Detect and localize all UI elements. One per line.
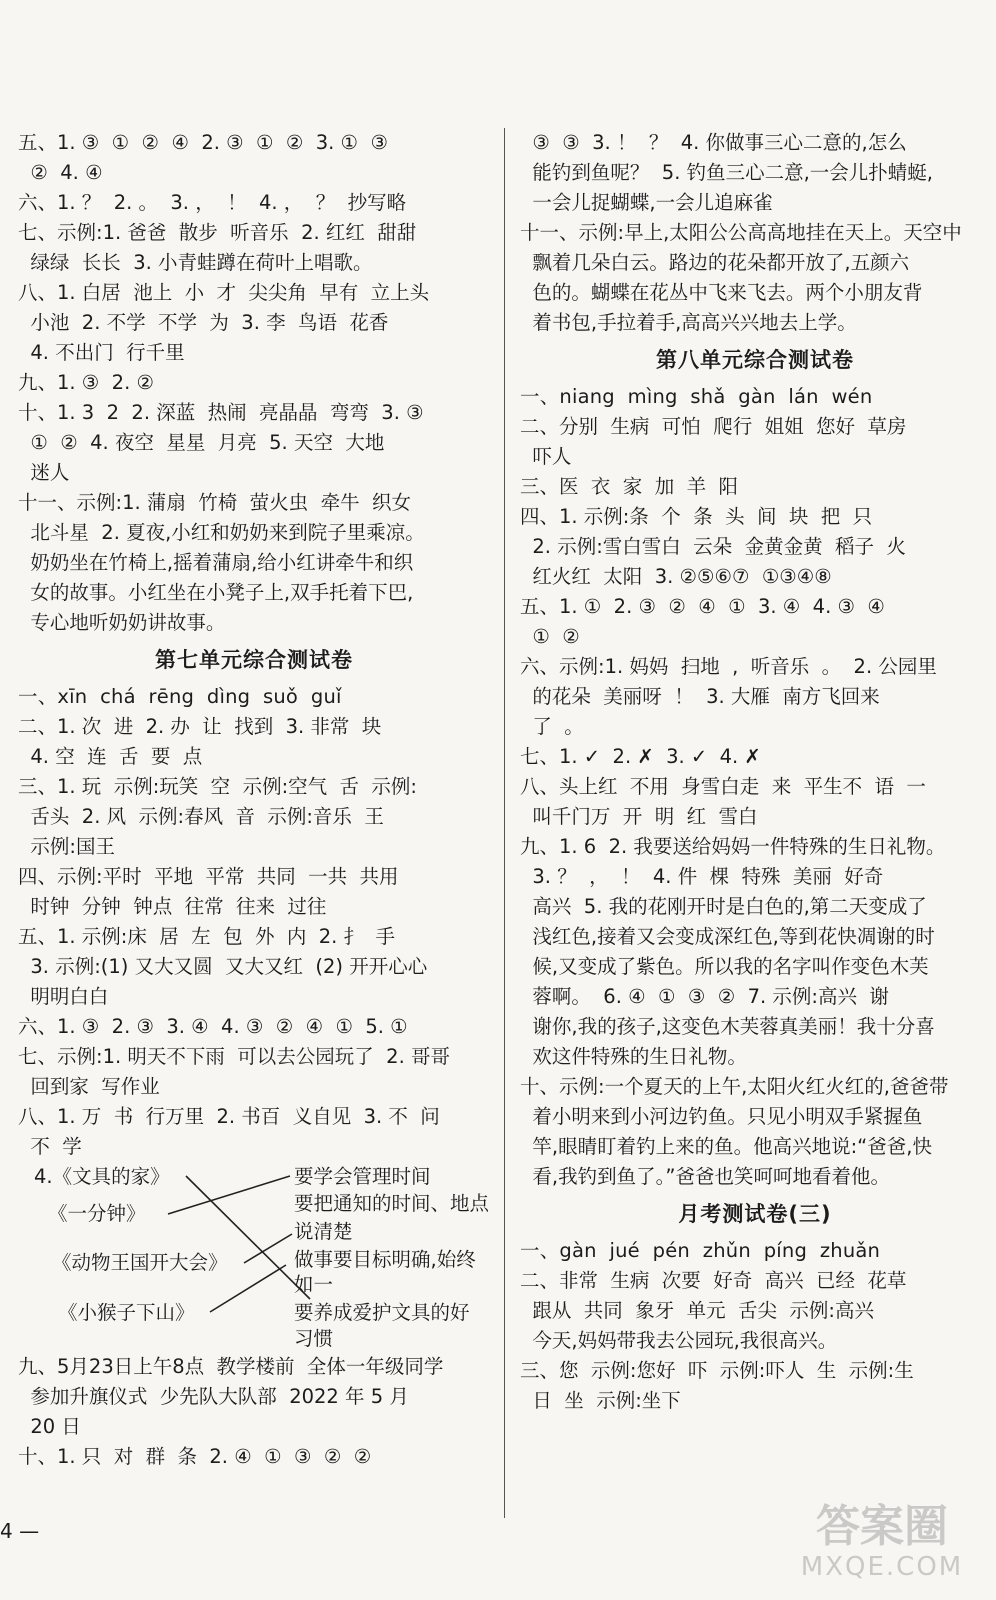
- match-right-3: 做事要目标明确,始终: [294, 1248, 476, 1271]
- answer-line: 今天,妈妈带我去公园玩,我很高兴。: [520, 1329, 838, 1352]
- answers-unit-7-tail: [18, 1352, 490, 1472]
- answer-line: 日 坐 示例:坐下: [520, 1389, 681, 1412]
- answer-line: 示例:国王: [18, 835, 115, 858]
- answer-line: 时钟 分钟 钟点 往常 往来 过往: [18, 895, 327, 918]
- watermark-url: MXQE.COM: [800, 1552, 964, 1582]
- match-right-3b: 如一: [294, 1273, 334, 1296]
- answer-line: 一、gàn jué pén zhǔn píng zhuǎn: [520, 1239, 881, 1262]
- answer-line: 三、您 示例:您好 吓 示例:吓人 生 示例:生: [520, 1359, 914, 1382]
- answer-line: 绿绿 长长 3. 小青蛙蹲在荷叶上唱歌。: [18, 251, 373, 274]
- answer-line: 色的。蝴蝶在花丛中飞来飞去。两个小朋友背: [520, 281, 923, 304]
- match-left-1: 4.《文具的家》: [34, 1165, 170, 1188]
- answer-line: 回到家 写作业: [18, 1075, 160, 1098]
- answer-line: 谢你,我的孩子,这变色木芙蓉真美丽！我十分喜: [520, 1015, 935, 1038]
- match-right-2b: 说清楚: [294, 1220, 353, 1243]
- answer-line: 女的故事。小红坐在小凳子上,双手托着下巴,: [18, 581, 414, 604]
- answer-line: 能钓到鱼呢？ 5. 钓鱼三心二意,一会儿扑蜻蜓,: [520, 161, 933, 184]
- answer-line: ① ②: [520, 625, 580, 648]
- answer-line: 一会儿捉蝴蝶,一会儿追麻雀: [520, 191, 773, 214]
- answer-line: 七、1. ✓ 2. ✗ 3. ✓ 4. ✗: [520, 745, 761, 768]
- answer-line: 九、1. ③ 2. ②: [18, 371, 154, 394]
- answer-line: 迷人: [18, 461, 70, 484]
- left-column: [18, 128, 490, 1472]
- match-right-1: 要学会管理时间: [294, 1165, 431, 1188]
- answer-line: 竿,眼睛盯着钓上来的鱼。他高兴地说:“爸爸,快: [520, 1135, 932, 1158]
- answer-line: 不 学: [18, 1135, 82, 1158]
- answer-line: 红火红 太阳 3. ②⑤⑥⑦ ①③④⑧: [520, 565, 832, 588]
- answer-line: 六、1. ？ 2. 。 3. ， ！ 4. ， ？ 抄写略: [18, 191, 407, 214]
- answer-line: 看,我钓到鱼了。”爸爸也笑呵呵地看着他。: [520, 1165, 890, 1188]
- answer-line: 高兴 5. 我的花刚开时是白色的,第二天变成了: [520, 895, 927, 918]
- watermark-logo: [782, 1502, 982, 1592]
- answer-line: 十、示例:一个夏天的上午,太阳火红火红的,爸爸带: [520, 1075, 949, 1098]
- answer-line: 二、非常 生病 次要 好奇 高兴 已经 花草: [520, 1269, 907, 1292]
- answers-unit-8: [520, 382, 990, 1192]
- answer-line: 3. ？ ， ！ 4. 件 棵 特殊 美丽 好奇: [520, 865, 884, 888]
- answer-line: 五、1. ③ ① ② ④ 2. ③ ① ② 3. ① ③: [18, 131, 388, 154]
- answer-line: 3. 示例:(1) 又大又圆 又大又红 (2) 开开心心: [18, 955, 428, 978]
- match-left-2: 《一分钟》: [48, 1202, 146, 1225]
- answer-line: 九、5月23日上午8点 教学楼前 全体一年级同学: [18, 1355, 444, 1378]
- answer-line: 吓人: [520, 445, 572, 468]
- answers-unit-7: [18, 682, 490, 1162]
- answer-line: 4. 空 连 舌 要 点: [18, 745, 203, 768]
- answer-line: 十、1. 3 2 2. 深蓝 热闹 亮晶晶 弯弯 3. ③: [18, 401, 424, 424]
- answer-line: 九、1. 6 2. 我要送给妈妈一件特殊的生日礼物。: [520, 835, 946, 858]
- match-right-4: 要养成爱护文具的好: [294, 1301, 470, 1324]
- page-number: 4 —: [0, 1519, 40, 1543]
- answer-line: 八、1. 白居 池上 小 才 尖尖角 早有 立上头: [18, 281, 430, 304]
- answer-line: 叫千门万 开 明 红 雪白: [520, 805, 758, 828]
- answer-line: 浅红色,接着又会变成深红色,等到花快凋谢的时: [520, 925, 935, 948]
- title-monthly-test-3: 月考测试卷(三): [678, 1202, 832, 1226]
- answer-line: 四、1. 示例:条 个 条 头 间 块 把 只: [520, 505, 873, 528]
- answer-line: 五、1. ① 2. ③ ② ④ ① 3. ④ 4. ③ ④: [520, 595, 885, 618]
- matching-question: [18, 1162, 490, 1352]
- answer-line: 20 日: [18, 1415, 81, 1438]
- answer-line: 着书包,手拉着手,高高兴兴地去上学。: [520, 311, 857, 334]
- answer-line: 五、1. 示例:床 居 左 包 外 内 2. 扌 手: [18, 925, 395, 948]
- answer-line: 二、1. 次 进 2. 办 让 找到 3. 非常 块: [18, 715, 382, 738]
- answer-line: 三、医 衣 家 加 羊 阳: [520, 475, 738, 498]
- answer-line: 八、1. 万 书 行万里 2. 书百 义自见 3. 不 问: [18, 1105, 440, 1128]
- watermark-text: 答案圈: [816, 1501, 948, 1552]
- answer-line: ③ ③ 3. ！ ？ 4. 你做事三心二意的,怎么: [520, 131, 907, 154]
- answer-line: 明明白白: [18, 985, 109, 1008]
- answer-line: 蓉啊。 6. ④ ① ③ ② 7. 示例:高兴 谢: [520, 985, 889, 1008]
- match-left-3: 《动物王国开大会》: [52, 1251, 228, 1274]
- answer-line: 六、1. ③ 2. ③ 3. ④ 4. ③ ② ④ ① 5. ①: [18, 1015, 408, 1038]
- answer-line: 八、头上红 不用 身雪白走 来 平生不 语 一: [520, 775, 926, 798]
- answer-line: 专心地听奶奶讲故事。: [18, 611, 226, 634]
- answer-line: 跟从 共同 象牙 单元 舌尖 示例:高兴: [520, 1299, 874, 1322]
- answer-line: 舌头 2. 风 示例:春风 音 示例:音乐 王: [18, 805, 384, 828]
- answer-line: 十一、示例:早上,太阳公公高高地挂在天上。天空中: [520, 221, 962, 244]
- answer-line: 着小明来到小河边钓鱼。只见小明双手紧握鱼: [520, 1105, 923, 1128]
- answers-unit-6-tail: [18, 128, 490, 638]
- answer-line: 七、示例:1. 明天不下雨 可以去公园玩了 2. 哥哥: [18, 1045, 450, 1068]
- answer-line: 三、1. 玩 示例:玩笑 空 示例:空气 舌 示例:: [18, 775, 417, 798]
- answer-line: 一、niang mìng shǎ gàn lán wén: [520, 385, 873, 408]
- answer-line: 小池 2. 不学 不学 为 3. 李 鸟语 花香: [18, 311, 389, 334]
- match-right-2: 要把通知的时间、地点: [294, 1192, 490, 1215]
- title-unit-8-test: 第八单元综合测试卷: [656, 348, 854, 372]
- answer-line: 七、示例:1. 爸爸 散步 听音乐 2. 红红 甜甜: [18, 221, 417, 244]
- answer-line: 飘着几朵白云。路边的花朵都开放了,五颜六: [520, 251, 910, 274]
- answer-line: ② 4. ④: [18, 161, 103, 184]
- answer-line: 六、示例:1. 妈妈 扫地 , 听音乐 。 2. 公园里: [520, 655, 937, 678]
- answer-line: 的花朵 美丽呀 ！ 3. 大雁 南方飞回来: [520, 685, 880, 708]
- answer-line: 参加升旗仪式 少先队大队部 2022 年 5 月: [18, 1385, 409, 1408]
- answer-line: 十一、示例:1. 蒲扇 竹椅 萤火虫 牵牛 织女: [18, 491, 411, 514]
- right-column: [520, 128, 990, 1416]
- answer-line: 2. 示例:雪白雪白 云朵 金黄金黄 稻子 火: [520, 535, 906, 558]
- answers-monthly-test-3: [520, 1236, 990, 1416]
- answer-line: 十、1. 只 对 群 条 2. ④ ① ③ ② ②: [18, 1445, 372, 1468]
- answers-unit-7-end: [520, 128, 990, 338]
- answer-line: 二、分别 生病 可怕 爬行 姐姐 您好 草房: [520, 415, 907, 438]
- answer-line: 四、示例:平时 平地 平常 共同 一共 共用: [18, 865, 399, 888]
- answer-line: 奶奶坐在竹椅上,摇着蒲扇,给小红讲牵牛和织: [18, 551, 414, 574]
- answer-line: 4. 不出门 行千里: [18, 341, 185, 364]
- match-right-4b: 习惯: [294, 1327, 334, 1350]
- column-divider: [504, 128, 505, 1518]
- answer-line: ① ② 4. 夜空 星星 月亮 5. 天空 大地: [18, 431, 385, 454]
- match-left-4: 《小猴子下山》: [58, 1301, 195, 1324]
- answer-line: 了 。: [520, 715, 584, 738]
- answer-line: 北斗星 2. 夏夜,小红和奶奶来到院子里乘凉。: [18, 521, 425, 544]
- answer-line: 候,又变成了紫色。所以我的名字叫作变色木芙: [520, 955, 929, 978]
- title-unit-7-test: 第七单元综合测试卷: [155, 648, 353, 672]
- answer-line: 一、xīn chá rēng dìng suǒ guǐ: [18, 685, 342, 708]
- answer-line: 欢这件特殊的生日礼物。: [520, 1045, 747, 1068]
